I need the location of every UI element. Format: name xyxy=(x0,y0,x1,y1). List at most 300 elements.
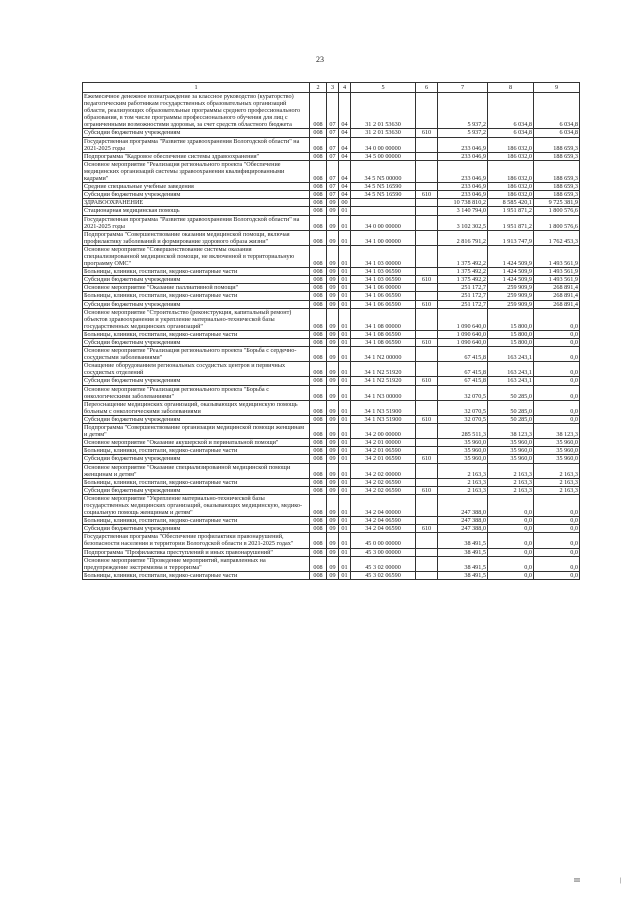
row-name-cell: Субсидии бюджетным учреждениям xyxy=(83,486,310,494)
row-name-cell: Субсидии бюджетным учреждениям xyxy=(83,525,310,533)
row-value-cell: 008 xyxy=(310,486,327,494)
table-row xyxy=(83,292,580,300)
row-value-cell xyxy=(416,160,438,182)
row-value-cell: 34 1 03 06590 xyxy=(351,268,416,276)
row-name-cell: Основное мероприятие "Реализация регионального проекта "Обеспечение медицинских организаций системы здравоохранения квалифицированными кадрами" xyxy=(83,160,310,182)
row-name-cell: Оснащение оборудованием региональных сосудистых центров и первичных сосудистых отделений xyxy=(83,362,310,377)
row-value-cell: 186 032,0 xyxy=(488,152,534,160)
row-value-cell: 0,0 xyxy=(534,525,580,533)
row-value-cell: 35 960,0 xyxy=(488,447,534,455)
row-value-cell: 34 5 N5 16590 xyxy=(351,183,416,191)
row-value-cell: 233 046,9 xyxy=(438,152,488,160)
row-value-cell: 50 285,0 xyxy=(488,400,534,415)
row-value-cell: 0,0 xyxy=(488,517,534,525)
row-value-cell: 34 2 04 06590 xyxy=(351,525,416,533)
header-cell: 2 xyxy=(310,83,327,93)
row-value-cell: 251 172,7 xyxy=(438,292,488,300)
row-value-cell: 233 046,9 xyxy=(438,191,488,199)
row-name-cell: Подпрограмма "Профилактика преступлений и иных правонарушений" xyxy=(83,548,310,556)
row-value-cell xyxy=(416,400,438,415)
row-value-cell xyxy=(416,284,438,292)
row-value-cell: 34 1 06 06590 xyxy=(351,292,416,300)
row-value-cell xyxy=(416,447,438,455)
table-row xyxy=(83,93,580,129)
row-value-cell: 34 2 01 06590 xyxy=(351,447,416,455)
row-value-cell: 07 xyxy=(327,152,339,160)
row-value-cell: 610 xyxy=(416,129,438,137)
table-row xyxy=(83,330,580,338)
row-value-cell: 2 163,3 xyxy=(438,478,488,486)
row-value-cell: 45 0 00 00000 xyxy=(351,533,416,548)
row-name-cell: Больницы, клиники, госпитали, медико-санитарные части xyxy=(83,292,310,300)
table-row xyxy=(83,517,580,525)
row-value-cell: 6 034,8 xyxy=(534,129,580,137)
row-value-cell: 1 762 453,3 xyxy=(534,230,580,245)
row-value-cell: 0,0 xyxy=(488,548,534,556)
row-value-cell: 008 xyxy=(310,556,327,571)
row-value-cell: 50 285,0 xyxy=(488,415,534,423)
row-value-cell: 610 xyxy=(416,486,438,494)
row-value-cell: 268 891,4 xyxy=(534,300,580,308)
header-cell: 7 xyxy=(438,83,488,93)
row-value-cell: 0,0 xyxy=(534,385,580,400)
row-value-cell: 32 070,5 xyxy=(438,385,488,400)
row-value-cell: 008 xyxy=(310,160,327,182)
row-value-cell: 07 xyxy=(327,183,339,191)
row-value-cell: 09 xyxy=(327,230,339,245)
row-value-cell: 34 1 08 06590 xyxy=(351,339,416,347)
row-name-cell: Государственная программа "Развитие здравоохранения Вологодской области" на 2021-2025 годы xyxy=(83,215,310,230)
row-value-cell: 04 xyxy=(339,191,351,199)
row-value-cell xyxy=(416,308,438,330)
row-name-cell: Основное мероприятие "Реализация регионального проекта "Борьба с онкологическими заболеваниями" xyxy=(83,385,310,400)
row-value-cell: 09 xyxy=(327,245,339,267)
row-value-cell: 008 xyxy=(310,478,327,486)
row-value-cell xyxy=(416,137,438,152)
row-value-cell: 259 909,9 xyxy=(488,292,534,300)
row-value-cell: 45 3 00 00000 xyxy=(351,548,416,556)
row-value-cell: 1 424 509,9 xyxy=(488,276,534,284)
row-value-cell xyxy=(416,439,438,447)
row-value-cell xyxy=(416,556,438,571)
row-value-cell: 01 xyxy=(339,424,351,439)
row-value-cell: 008 xyxy=(310,129,327,137)
row-value-cell: 2 163,3 xyxy=(438,463,488,478)
table-row xyxy=(83,548,580,556)
row-value-cell: 00 xyxy=(339,199,351,207)
row-value-cell: 2 163,3 xyxy=(488,463,534,478)
row-value-cell: 6 034,8 xyxy=(534,93,580,129)
row-value-cell: 1 800 576,6 xyxy=(534,207,580,215)
row-value-cell: 31 2 01 53630 xyxy=(351,93,416,129)
row-value-cell: 008 xyxy=(310,207,327,215)
table-row xyxy=(83,362,580,377)
table-row xyxy=(83,447,580,455)
row-value-cell: 5 937,2 xyxy=(438,93,488,129)
row-value-cell: 09 xyxy=(327,415,339,423)
row-value-cell: 34 2 02 00000 xyxy=(351,463,416,478)
row-value-cell: 008 xyxy=(310,137,327,152)
table-row xyxy=(83,191,580,199)
row-value-cell: 09 xyxy=(327,276,339,284)
footer-mark: III xyxy=(574,878,580,884)
row-value-cell: 008 xyxy=(310,300,327,308)
row-value-cell: 10 738 810,2 xyxy=(438,199,488,207)
row-value-cell: 07 xyxy=(327,137,339,152)
row-value-cell xyxy=(416,463,438,478)
row-value-cell: 50 285,0 xyxy=(488,385,534,400)
row-value-cell: 163 243,1 xyxy=(488,377,534,385)
row-value-cell: 2 816 791,2 xyxy=(438,230,488,245)
row-value-cell: 04 xyxy=(339,137,351,152)
table-row xyxy=(83,199,580,207)
row-name-cell: Основное мероприятие "Строительство (реконструкция, капитальный ремонт) объектов здравоохранения и укрепление материально-технической базы государственных медицинских организаций" xyxy=(83,308,310,330)
row-value-cell xyxy=(416,494,438,516)
row-value-cell: 1 090 640,0 xyxy=(438,330,488,338)
row-name-cell: Больницы, клиники, госпитали, медико-санитарные части xyxy=(83,330,310,338)
row-value-cell: 9 725 381,9 xyxy=(534,199,580,207)
row-value-cell: 259 909,9 xyxy=(488,300,534,308)
row-value-cell: 008 xyxy=(310,463,327,478)
row-name-cell: Переоснащение медицинских организаций, оказывающих медицинскую помощь больным с онкологическими заболеваниями xyxy=(83,400,310,415)
row-value-cell: 247 388,0 xyxy=(438,525,488,533)
header-cell: 5 xyxy=(351,83,416,93)
row-value-cell: 34 5 N5 00000 xyxy=(351,160,416,182)
row-value-cell: 34 1 06 06590 xyxy=(351,300,416,308)
row-value-cell: 09 xyxy=(327,215,339,230)
row-value-cell: 0,0 xyxy=(534,571,580,579)
row-value-cell: 35 960,0 xyxy=(534,455,580,463)
row-value-cell: 1 951 871,2 xyxy=(488,207,534,215)
row-value-cell: 610 xyxy=(416,300,438,308)
row-value-cell xyxy=(416,268,438,276)
row-value-cell: 01 xyxy=(339,339,351,347)
row-value-cell: 07 xyxy=(327,160,339,182)
row-value-cell: 008 xyxy=(310,400,327,415)
table-row xyxy=(83,308,580,330)
row-value-cell: 34 1 08 06590 xyxy=(351,330,416,338)
row-value-cell: 38 491,5 xyxy=(438,556,488,571)
row-name-cell: Субсидии бюджетным учреждениям xyxy=(83,377,310,385)
table-row xyxy=(83,215,580,230)
row-value-cell: 09 xyxy=(327,455,339,463)
row-value-cell: 34 0 00 00000 xyxy=(351,215,416,230)
row-value-cell: 1 913 747,9 xyxy=(488,230,534,245)
row-value-cell: 008 xyxy=(310,284,327,292)
row-value-cell: 01 xyxy=(339,347,351,362)
row-value-cell: 01 xyxy=(339,245,351,267)
row-value-cell: 32 070,5 xyxy=(438,400,488,415)
row-value-cell: 2 163,3 xyxy=(488,486,534,494)
row-value-cell: 09 xyxy=(327,377,339,385)
row-value-cell: 188 659,3 xyxy=(534,191,580,199)
row-value-cell: 35 960,0 xyxy=(488,439,534,447)
row-value-cell: 0,0 xyxy=(534,556,580,571)
row-value-cell: 34 1 N2 51920 xyxy=(351,377,416,385)
row-value-cell: 34 2 00 00000 xyxy=(351,424,416,439)
row-value-cell: 34 1 03 00000 xyxy=(351,245,416,267)
row-value-cell: 1 424 509,9 xyxy=(488,245,534,267)
row-value-cell: 01 xyxy=(339,556,351,571)
row-value-cell: 008 xyxy=(310,245,327,267)
row-value-cell: 45 3 02 06590 xyxy=(351,571,416,579)
row-name-cell: Субсидии бюджетным учреждениям xyxy=(83,129,310,137)
row-value-cell: 09 xyxy=(327,308,339,330)
row-value-cell: 008 xyxy=(310,93,327,129)
row-value-cell: 01 xyxy=(339,207,351,215)
row-name-cell: Средние специальные учебные заведения xyxy=(83,183,310,191)
row-value-cell: 01 xyxy=(339,486,351,494)
row-name-cell: Ежемесячное денежное вознаграждение за классное руководство (кураторство) педагогическим работникам государственных образовательных организаций области, реализующих образовательные программы среднего профессионального образования, в том числе программы профессионального обучения для лиц с ограниченными возможностями здоровья, за счет средств областного бюджета xyxy=(83,93,310,129)
row-value-cell: 34 1 N2 51920 xyxy=(351,362,416,377)
row-value-cell: 34 1 06 00000 xyxy=(351,284,416,292)
row-value-cell: 04 xyxy=(339,129,351,137)
row-value-cell: 01 xyxy=(339,478,351,486)
table-row xyxy=(83,245,580,267)
table-row xyxy=(83,533,580,548)
row-value-cell: 0,0 xyxy=(534,517,580,525)
row-value-cell: 008 xyxy=(310,494,327,516)
row-value-cell: 233 046,9 xyxy=(438,137,488,152)
table-row xyxy=(83,276,580,284)
row-value-cell: 34 1 00 00000 xyxy=(351,230,416,245)
row-name-cell: Подпрограмма "Кадровое обеспечение системы здравоохранения" xyxy=(83,152,310,160)
row-value-cell: 0,0 xyxy=(488,571,534,579)
row-value-cell: 34 1 N3 51900 xyxy=(351,400,416,415)
row-value-cell: 2 163,3 xyxy=(534,463,580,478)
row-value-cell: 008 xyxy=(310,525,327,533)
row-value-cell: 186 032,0 xyxy=(488,191,534,199)
row-value-cell: 2 163,3 xyxy=(534,486,580,494)
row-value-cell: 0,0 xyxy=(534,533,580,548)
row-value-cell: 04 xyxy=(339,183,351,191)
row-value-cell: 0,0 xyxy=(488,525,534,533)
row-value-cell: 008 xyxy=(310,424,327,439)
row-value-cell: 1 493 561,9 xyxy=(534,268,580,276)
table-row xyxy=(83,439,580,447)
row-value-cell xyxy=(416,207,438,215)
row-value-cell: 5 937,2 xyxy=(438,129,488,137)
row-name-cell: Подпрограмма "Совершенствование оказания медицинской помощи, включая профилактику заболеваний и формирование здорового образа жизни" xyxy=(83,230,310,245)
row-value-cell: 67 415,8 xyxy=(438,377,488,385)
row-value-cell: 01 xyxy=(339,385,351,400)
table-row xyxy=(83,463,580,478)
row-value-cell: 15 800,0 xyxy=(488,339,534,347)
row-value-cell: 0,0 xyxy=(534,400,580,415)
row-value-cell: 09 xyxy=(327,400,339,415)
table-row xyxy=(83,129,580,137)
row-value-cell: 008 xyxy=(310,447,327,455)
row-value-cell xyxy=(416,533,438,548)
row-value-cell: 610 xyxy=(416,276,438,284)
row-value-cell xyxy=(416,347,438,362)
row-value-cell: 38 491,5 xyxy=(438,571,488,579)
table-row xyxy=(83,339,580,347)
row-value-cell: 188 659,3 xyxy=(534,160,580,182)
table-row xyxy=(83,494,580,516)
row-value-cell: 07 xyxy=(327,93,339,129)
table-row xyxy=(83,284,580,292)
row-value-cell: 09 xyxy=(327,339,339,347)
row-value-cell xyxy=(416,245,438,267)
row-value-cell xyxy=(416,292,438,300)
row-value-cell: 34 1 N3 51900 xyxy=(351,415,416,423)
row-name-cell: Больницы, клиники, госпитали, медико-санитарные части xyxy=(83,447,310,455)
row-value-cell: 01 xyxy=(339,447,351,455)
row-value-cell xyxy=(416,517,438,525)
table-row xyxy=(83,525,580,533)
row-name-cell: Субсидии бюджетным учреждениям xyxy=(83,415,310,423)
row-value-cell: 610 xyxy=(416,525,438,533)
row-value-cell: 09 xyxy=(327,548,339,556)
row-name-cell: Субсидии бюджетным учреждениям xyxy=(83,300,310,308)
row-value-cell xyxy=(416,362,438,377)
row-value-cell: 008 xyxy=(310,347,327,362)
row-value-cell: 09 xyxy=(327,517,339,525)
row-value-cell: 09 xyxy=(327,486,339,494)
row-value-cell: 34 1 N3 00000 xyxy=(351,385,416,400)
row-value-cell: 1 090 640,0 xyxy=(438,339,488,347)
row-value-cell: 8 585 420,1 xyxy=(488,199,534,207)
row-value-cell: 0,0 xyxy=(534,548,580,556)
row-value-cell: 163 243,1 xyxy=(488,362,534,377)
row-value-cell: 008 xyxy=(310,455,327,463)
row-value-cell: 008 xyxy=(310,377,327,385)
table-row xyxy=(83,347,580,362)
row-value-cell: 09 xyxy=(327,439,339,447)
row-value-cell: 01 xyxy=(339,230,351,245)
row-value-cell: 04 xyxy=(339,93,351,129)
row-value-cell: 1 375 492,2 xyxy=(438,268,488,276)
row-value-cell: 67 415,8 xyxy=(438,362,488,377)
row-value-cell: 15 800,0 xyxy=(488,308,534,330)
table-row xyxy=(83,300,580,308)
row-value-cell: 008 xyxy=(310,276,327,284)
table-row xyxy=(83,207,580,215)
row-name-cell: Государственная программа "Развитие здравоохранения Вологодской области" на 2021-2025 годы xyxy=(83,137,310,152)
row-value-cell: 1 493 561,9 xyxy=(534,245,580,267)
header-cell: 9 xyxy=(534,83,580,93)
row-value-cell: 38 123,3 xyxy=(534,424,580,439)
row-value-cell: 0,0 xyxy=(488,533,534,548)
row-value-cell xyxy=(416,183,438,191)
row-value-cell: 01 xyxy=(339,415,351,423)
row-name-cell: ЗДРАВООХРАНЕНИЕ xyxy=(83,199,310,207)
row-name-cell: Субсидии бюджетным учреждениям xyxy=(83,276,310,284)
row-name-cell: Основное мероприятие "Совершенствование системы оказания специализированной медицинской помощи, не включенной в территориальную программу ОМС" xyxy=(83,245,310,267)
row-value-cell: 008 xyxy=(310,292,327,300)
row-value-cell: 610 xyxy=(416,377,438,385)
row-name-cell: Основное мероприятие "Оказание специализированной медицинской помощи женщинам и детям" xyxy=(83,463,310,478)
row-name-cell: Больницы, клиники, госпитали, медико-санитарные части xyxy=(83,268,310,276)
row-name-cell: Больницы, клиники, госпитали, медико-санитарные части xyxy=(83,478,310,486)
row-value-cell: 01 xyxy=(339,308,351,330)
row-value-cell: 01 xyxy=(339,571,351,579)
row-value-cell: 45 3 02 00000 xyxy=(351,556,416,571)
row-value-cell: 32 070,5 xyxy=(438,415,488,423)
table-row xyxy=(83,385,580,400)
row-value-cell: 09 xyxy=(327,330,339,338)
row-value-cell: 38 491,5 xyxy=(438,548,488,556)
row-value-cell: 251 172,7 xyxy=(438,300,488,308)
row-value-cell: 01 xyxy=(339,268,351,276)
row-value-cell: 0,0 xyxy=(534,308,580,330)
row-value-cell: 34 1 N2 00000 xyxy=(351,347,416,362)
row-value-cell xyxy=(416,478,438,486)
page-number: 23 xyxy=(316,55,324,64)
row-value-cell: 34 2 01 06590 xyxy=(351,455,416,463)
row-value-cell: 186 032,0 xyxy=(488,183,534,191)
row-value-cell: 186 032,0 xyxy=(488,160,534,182)
row-value-cell: 35 960,0 xyxy=(438,447,488,455)
row-value-cell: 268 891,4 xyxy=(534,292,580,300)
row-value-cell: 09 xyxy=(327,424,339,439)
row-value-cell: 34 0 00 00000 xyxy=(351,137,416,152)
table-row xyxy=(83,230,580,245)
row-value-cell: 09 xyxy=(327,347,339,362)
footer-mark-right: | xyxy=(620,878,622,884)
row-value-cell: 008 xyxy=(310,230,327,245)
row-value-cell xyxy=(416,230,438,245)
row-value-cell: 01 xyxy=(339,548,351,556)
row-value-cell: 34 2 04 06590 xyxy=(351,517,416,525)
row-value-cell: 008 xyxy=(310,308,327,330)
row-value-cell: 233 046,9 xyxy=(438,160,488,182)
row-value-cell: 1 493 561,9 xyxy=(534,276,580,284)
row-value-cell xyxy=(416,424,438,439)
header-cell: 8 xyxy=(488,83,534,93)
row-value-cell: 01 xyxy=(339,330,351,338)
row-value-cell: 34 2 01 00000 xyxy=(351,439,416,447)
row-value-cell: 008 xyxy=(310,330,327,338)
row-value-cell: 1 090 640,0 xyxy=(438,308,488,330)
row-name-cell: Основное мероприятие "Реализация регионального проекта "Борьба с сердечно-сосудистыми заболеваниями" xyxy=(83,347,310,362)
row-value-cell: 01 xyxy=(339,362,351,377)
row-value-cell: 0,0 xyxy=(488,556,534,571)
row-value-cell: 09 xyxy=(327,463,339,478)
row-value-cell: 09 xyxy=(327,199,339,207)
row-value-cell xyxy=(416,152,438,160)
row-value-cell: 01 xyxy=(339,533,351,548)
row-value-cell: 09 xyxy=(327,284,339,292)
row-value-cell: 0,0 xyxy=(534,377,580,385)
row-value-cell: 35 960,0 xyxy=(534,439,580,447)
row-value-cell: 09 xyxy=(327,292,339,300)
row-value-cell: 0,0 xyxy=(534,494,580,516)
row-name-cell: Основное мероприятие "Проведение мероприятий, направленных на предупреждение экстремизма и терроризма" xyxy=(83,556,310,571)
row-value-cell: 163 243,1 xyxy=(488,347,534,362)
row-value-cell: 0,0 xyxy=(534,347,580,362)
row-name-cell: Государственная программа "Обеспечение профилактики правонарушений, безопасности населения и территории Вологодской области в 2021-2025 годах" xyxy=(83,533,310,548)
row-name-cell: Основное мероприятие "Оказание паллиативной помощи" xyxy=(83,284,310,292)
table-row xyxy=(83,183,580,191)
row-name-cell: Основное мероприятие "Оказание акушерской и перинатальной помощи" xyxy=(83,439,310,447)
row-value-cell: 34 1 08 00000 xyxy=(351,308,416,330)
row-value-cell: 67 415,8 xyxy=(438,347,488,362)
row-value-cell: 01 xyxy=(339,494,351,516)
row-value-cell xyxy=(416,215,438,230)
row-value-cell: 233 046,9 xyxy=(438,183,488,191)
row-value-cell: 31 2 01 53630 xyxy=(351,129,416,137)
row-value-cell: 07 xyxy=(327,129,339,137)
row-value-cell: 188 659,3 xyxy=(534,137,580,152)
row-value-cell: 01 xyxy=(339,439,351,447)
row-value-cell: 610 xyxy=(416,455,438,463)
row-value-cell: 008 xyxy=(310,199,327,207)
row-value-cell: 35 960,0 xyxy=(438,455,488,463)
row-value-cell: 188 659,3 xyxy=(534,183,580,191)
row-value-cell: 610 xyxy=(416,339,438,347)
